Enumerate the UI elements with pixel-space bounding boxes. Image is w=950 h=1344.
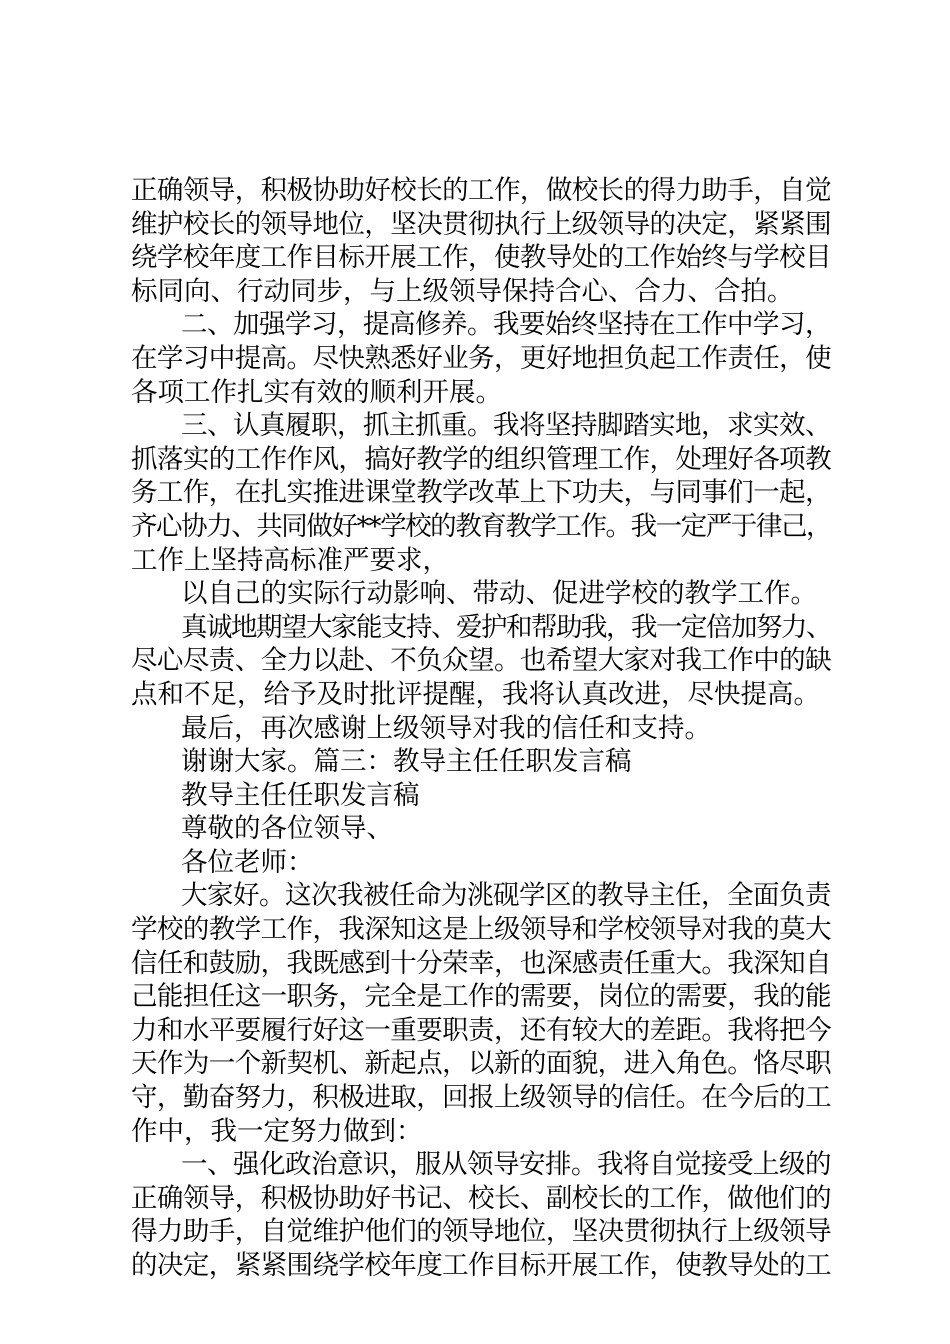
text-line: 点和不足，给予及时批评提醒，我将认真改进，尽快提高。 [131,678,820,710]
text-line: 齐心协力、共同做好**学校的教育教学工作。我一定严于律己， [131,510,831,542]
text-line: 最后，再次感谢上级领导对我的信任和支持。 [181,712,711,744]
text-line: 一、强化政治意识，服从领导安排。我将自觉接受上级的 [181,1149,831,1181]
text-line: 作中，我一定努力做到： [131,1115,423,1147]
text-line: 务工作，在扎实推进课堂教学改革上下功夫，与同事们一起， [131,477,831,509]
text-line: 真诚地期望大家能支持、爱护和帮助我，我一定倍加努力、 [181,611,831,643]
text-line: 正确领导，积极协助好校长的工作，做校长的得力助手，自觉 [131,175,831,206]
text-line: 守，勤奋努力，积极进取，回报上级领导的信任。在今后的工 [131,1082,831,1114]
text-line: 学校的教学工作，我深知这是上级领导和学校领导对我的莫大 [131,914,831,946]
text-line: 尊敬的各位领导、 [181,813,393,845]
text-line: 教导主任任职发言稿 [181,779,420,811]
text-line: 正确领导，积极协助好书记、校长、副校长的工作，做他们的 [131,1182,831,1214]
text-line: 各位老师： [181,846,314,878]
text-line: 在学习中提高。尽快熟悉好业务，更好地担负起工作责任，使 [131,342,831,374]
text-line: 尽心尽责、全力以赴、不负众望。也希望大家对我工作中的缺 [131,645,831,677]
text-line: 以自己的实际行动影响、带动、促进学校的教学工作。 [181,578,817,610]
text-line: 绕学校年度工作目标开展工作，使教导处的工作始终与学校目 [131,242,831,274]
text-line: 工作上坚持高标准严要求， [131,544,449,576]
text-line: 的决定，紧紧围绕学校年度工作目标开展工作，使教导处的工 [131,1250,831,1281]
text-line: 维护校长的领导地位，坚决贯彻执行上级领导的决定，紧紧围 [131,208,831,240]
text-line: 己能担任这一职务，完全是工作的需要，岗位的需要，我的能 [131,981,831,1013]
text-line: 力和水平要履行好这一重要职责，还有较大的差距。我将把今 [131,1014,831,1046]
text-line: 天作为一个新契机、新起点，以新的面貌，进入角色。恪尽职 [131,1048,831,1080]
text-line: 得力助手，自觉维护他们的领导地位，坚决贯彻执行上级领导 [131,1216,831,1248]
text-line: 谢谢大家。篇三：教导主任任职发言稿 [181,746,632,778]
text-line: 三、认真履职，抓主抓重。我将坚持脚踏实地，求实效、 [181,410,831,442]
text-line: 抓落实的工作作风，搞好教学的组织管理工作，处理好各项教 [131,443,831,475]
text-line: 信任和鼓励，我既感到十分荣幸，也深感责任重大。我深知自 [131,947,831,979]
document-body [131,174,831,1283]
text-line: 大家好。这次我被任命为洮砚学区的教导主任，全面负责 [181,880,831,912]
text-line: 标同向、行动同步，与上级领导保持合心、合力、合拍。 [131,275,794,307]
text-line: 二、加强学习，提高修养。我要始终坚持在工作中学习， [181,309,831,341]
text-line: 各项工作扎实有效的顺利开展。 [131,376,502,408]
